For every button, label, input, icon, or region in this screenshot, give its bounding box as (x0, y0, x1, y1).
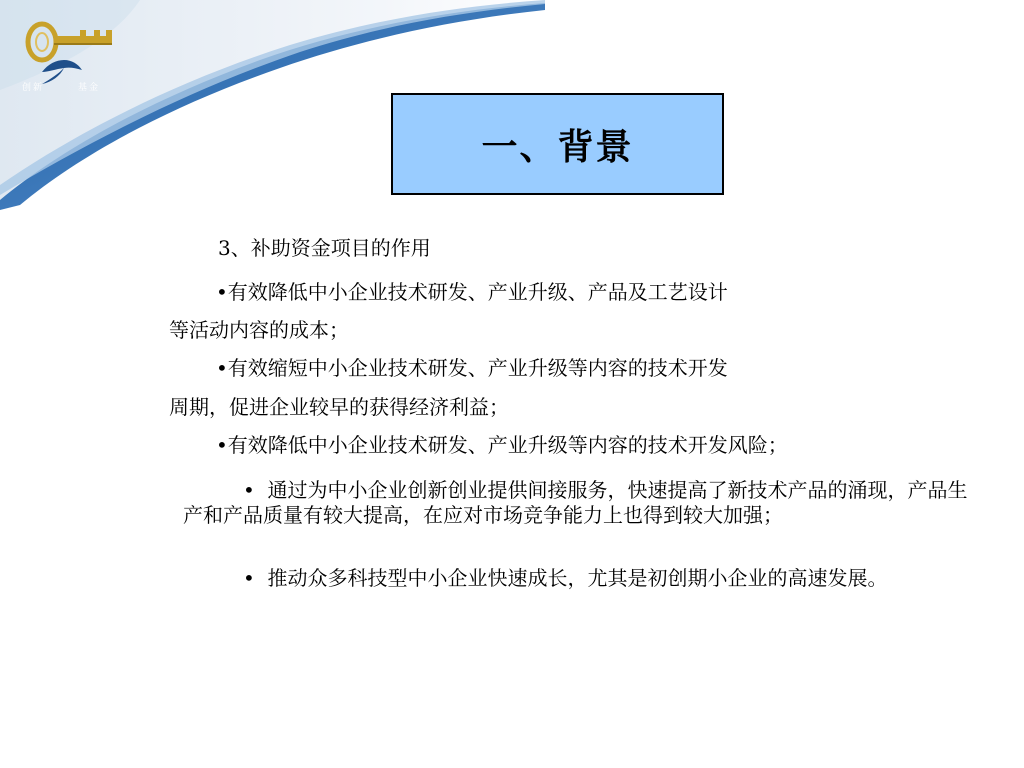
list-item-text: 有效缩短中小企业技术研发、产业升级等内容的技术开发 (227, 356, 728, 380)
list-item (216, 356, 728, 380)
slide-title: 一、背景 (481, 126, 634, 168)
list-item-text: 有效降低中小企业技术研发、产业升级等内容的技术开发风险； (227, 433, 788, 457)
list-item-text: 有效降低中小企业技术研发、产业升级、产品及工艺设计 (227, 280, 728, 304)
bullet-icon: • (216, 356, 228, 380)
section-heading: 3、补助资金项目的作用 (218, 236, 431, 260)
list-item (216, 280, 728, 304)
list-item-continuation: 周期，促进企业较早的获得经济利益； (169, 395, 509, 419)
logo-text-left: 创新 (22, 83, 45, 93)
bullet-icon: • (243, 566, 255, 590)
list-item-text: 推动众多科技型中小企业快速成长，尤其是初创期小企业的高速发展。 (267, 566, 888, 590)
list-item (183, 566, 968, 591)
bullet-icon: • (243, 478, 255, 502)
logo-text-right: 基金 (78, 83, 101, 93)
list-item-continuation: 等活动内容的成本； (169, 318, 349, 342)
list-item-text: 通过为中小企业创新创业提供间接服务，快速提高了新技术产品的涌现，产品生产和产品质量有较大提高，在应对市场竞争能力上也得到较大加强； (183, 478, 968, 527)
list-item (216, 433, 788, 457)
bullet-icon: • (216, 433, 228, 457)
bullet-icon: • (216, 280, 228, 304)
list-item (183, 478, 968, 528)
